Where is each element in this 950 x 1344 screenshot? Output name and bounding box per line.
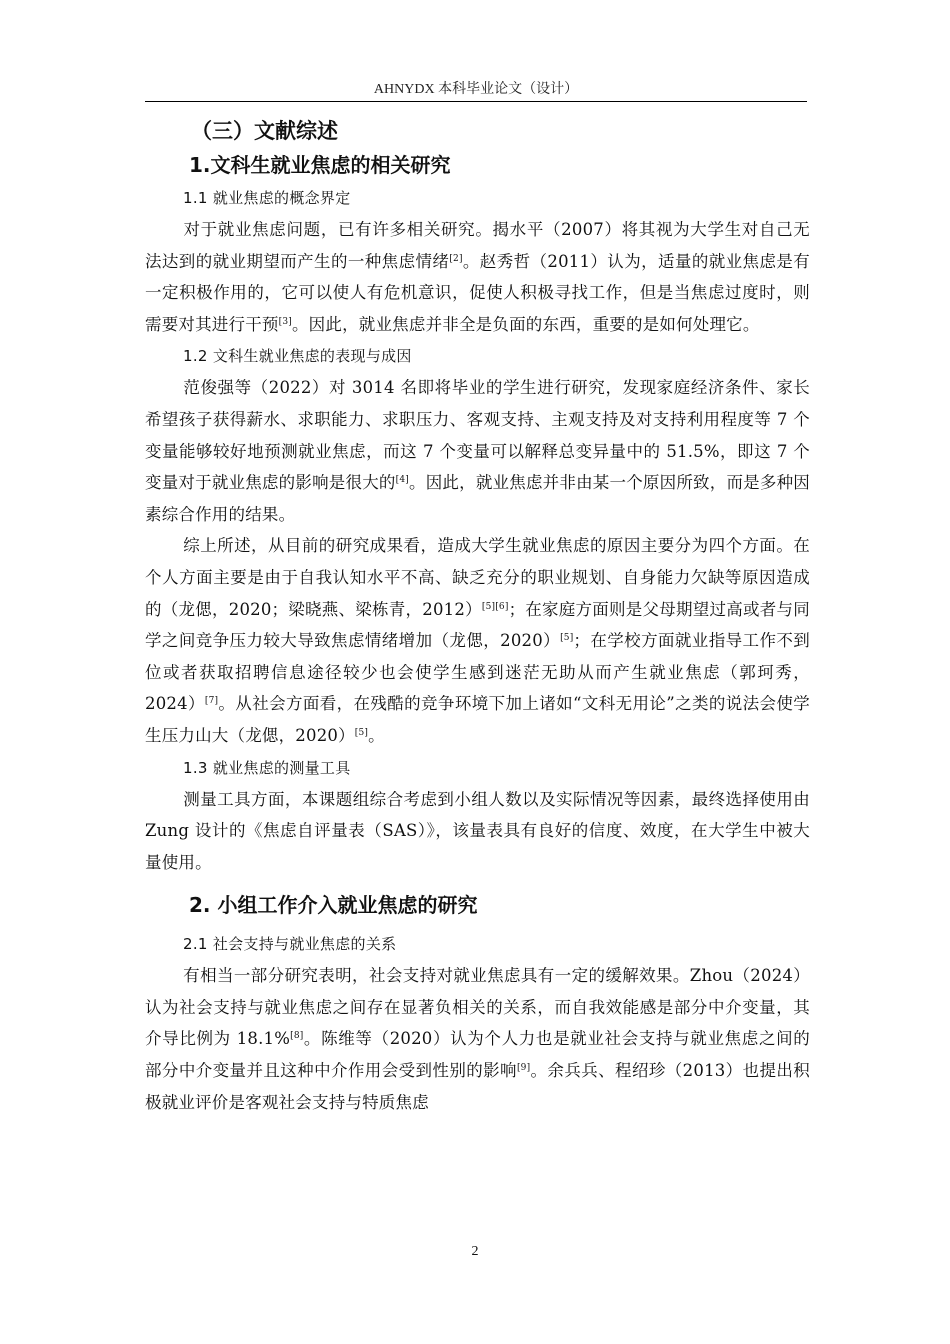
paragraph-1-2-a: 范俊强等（2022）对 3014 名即将毕业的学生进行研究，发现家庭经济条件、家长希望孩子获得薪水、求职能力、求职压力、客观支持、主观支持及对支持利用程度等 7 个变量能够较好地预测就业焦虑，而这 7 个变量可以解释总变异量中的 51.5%，即这 7 个变量对于就业焦虑的影响是很大的[4]。因此，就业焦虑并非由某一个原因所致，而是多种因素综合作用的结果。 bbox=[145, 378, 811, 524]
paragraph-1-1: 对于就业焦虑问题，已有许多相关研究。揭水平（2007）将其视为大学生对自己无法达到的就业期望而产生的一种焦虑情绪[2]。赵秀哲（2011）认为，适量的就业焦虑是有一定积极作用的，它可以使人有危机意识，促使人积极寻找工作，但是当焦虑过度时，则需要对其进行干预[3]。因此，就业焦虑并非全是负面的东西，重要的是如何处理它。 bbox=[145, 220, 810, 334]
citation: [5] bbox=[560, 633, 574, 644]
running-header: AHNYDX 本科毕业论文（设计） bbox=[373, 82, 579, 97]
heading-2-1: 2.1 社会支持与就业焦虑的关系 bbox=[183, 935, 397, 954]
citation: [5][6] bbox=[481, 601, 509, 612]
header-rule bbox=[145, 101, 807, 102]
citation: [7] bbox=[204, 696, 219, 707]
paragraph-2-1: 有相当一部分研究表明，社会支持对就业焦虑具有一定的缓解效果。Zhou（2024）认为社会支持与就业焦虑之间存在显著负相关的关系，而自我效能感是部分中介变量，其介导比例为 18.1%[8]。陈维等（2020）认为个人力也是就业社会支持与就业焦虑之间的部分中介变量并且这种中介作用会受到性别的影响[9]。余兵兵、程绍珍（2013）也提出积极就业评价是客观社会支持与特质焦虑 bbox=[145, 966, 811, 1112]
citation: [2] bbox=[449, 253, 463, 264]
page-number: 2 bbox=[471, 1244, 479, 1259]
citation: [3] bbox=[278, 316, 292, 327]
citation: [9] bbox=[516, 1063, 531, 1074]
heading-1-3: 1.3 就业焦虑的测量工具 bbox=[183, 758, 351, 777]
page-body bbox=[145, 114, 810, 1118]
section-title: （三）文献综述 bbox=[191, 119, 338, 143]
citation: [5] bbox=[354, 727, 369, 738]
paragraph-1-3: 测量工具方面，本课题组综合考虑到小组人数以及实际情况等因素，最终选择使用由 Zung 设计的《焦虑自评量表（SAS）》，该量表具有良好的信度、效度，在大学生中被大量使用。 bbox=[145, 789, 810, 872]
heading-1-1: 1.1 就业焦虑的概念界定 bbox=[183, 189, 351, 207]
citation: [4] bbox=[395, 475, 409, 486]
heading-2: 2. 小组工作介入就业焦虑的研究 bbox=[189, 893, 478, 918]
citation: [8] bbox=[290, 1031, 304, 1042]
paragraph-1-2-b: 综上所述，从目前的研究成果看，造成大学生就业焦虑的原因主要分为四个方面。在个人方面主要是由于自我认知水平不高、缺乏充分的职业规划、自身能力欠缺等原因造成的（龙偲，2020；梁晓燕、梁栋青，2012）[5][6]；在家庭方面则是父母期望过高或者与同学之间竞争压力较大导致焦虑情绪增加（龙偲，2020）[5]；在学校方面就业指导工作不到位或者获取招聘信息途径较少也会使学生感到迷茫无助从而产生就业焦虑（郭珂秀，2024）[7]。从社会方面看，在残酷的竞争环境下加上诸如“文科无用论”之类的说法会使学生压力山大（龙偲，2020）[5]。 bbox=[145, 536, 810, 745]
heading-1-2: 1.2 文科生就业焦虑的表现与成因 bbox=[183, 347, 412, 366]
heading-1: 1.文科生就业焦虑的相关研究 bbox=[189, 153, 451, 177]
